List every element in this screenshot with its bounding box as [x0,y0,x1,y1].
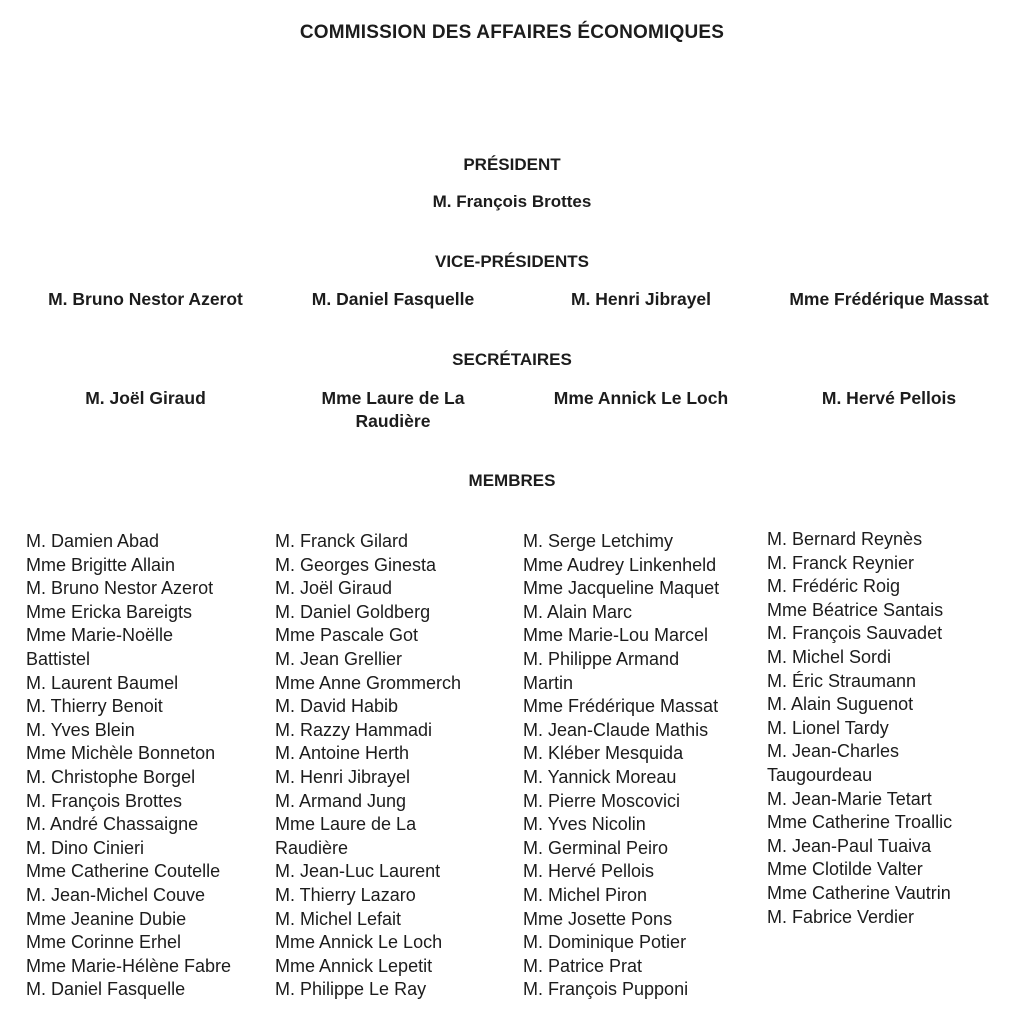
vice-president-name: Mme Frédérique Massat [789,289,989,309]
secretary-name: M. Hervé Pellois [821,388,957,408]
member-name: Mme Josette Pons [523,908,673,929]
member-name: M. Thierry Lazaro [275,884,416,905]
member-name: M. Hervé Pellois [523,861,655,882]
members-column [767,528,1007,1002]
member-name: M. Éric Straumann [767,670,917,691]
member-name: M. André Chassaigne [26,814,199,835]
vice-presidents-heading: VICE-PRÉSIDENTS [435,252,589,271]
member-name: M. Jean-Marie Tetart [767,788,932,809]
member-name: Mme Annick Lepetit [275,955,433,976]
member-name: Mme Jacqueline Maquet [523,578,720,599]
secretary-name: Mme Annick Le Loch [553,388,729,408]
member-name: M. Armand Jung [275,790,407,811]
member-name: Mme Catherine Vautrin [767,882,951,903]
member-name: M. François Sauvadet [767,623,943,644]
member-name: M. David Habib [275,696,399,717]
member-name: M. Thierry Benoit [26,696,163,717]
member-name: M. Germinal Peiro [523,837,669,858]
secretary-name: Mme Laure de La Raudière [321,388,465,431]
member-name: Mme Corinne Erhel [26,932,182,953]
member-name: Taugourdeau [767,764,873,785]
member-name: M. Christophe Borgel [26,766,196,787]
president-name: M. François Brottes [432,192,592,211]
member-name: M. Yves Nicolin [523,814,646,835]
member-name: M. Michel Sordi [767,646,892,667]
member-name: M. Yves Blein [26,719,135,740]
member-name: M. Antoine Herth [275,743,410,764]
member-name: M. Alain Marc [523,601,633,622]
member-name: M. Jean-Charles [767,741,900,762]
member-name: M. Philippe Armand [523,648,680,669]
member-name: Mme Ericka Bareigts [26,601,193,622]
member-name: M. Lionel Tardy [767,717,889,738]
member-name: Mme Anne Grommerch [275,672,462,693]
secretaries-row [22,387,1016,433]
member-name: M. Dino Cinieri [26,837,145,858]
member-name: Mme Marie-Noëlle [26,625,174,646]
member-name: M. Franck Reynier [767,552,915,573]
member-name: M. Dominique Potier [523,932,687,953]
member-name: M. Serge Letchimy [523,531,674,551]
member-name: M. Alain Suguenot [767,694,914,715]
member-name: M. Laurent Baumel [26,672,179,693]
member-name: M. Bernard Reynès [767,529,923,549]
member-name: M. François Brottes [26,790,183,811]
members-column [26,530,275,1002]
vice-president-name: M. Henri Jibrayel [570,289,712,309]
member-name: M. Daniel Goldberg [275,601,431,622]
secretaries-heading: SECRÉTAIRES [452,350,572,369]
member-name: M. Bruno Nestor Azerot [26,578,214,599]
member-name: M. Frédéric Roig [767,576,901,597]
commission-title: COMMISSION DES AFFAIRES ÉCONOMIQUES [299,22,725,43]
member-name: M. Yannick Moreau [523,766,677,787]
member-name: Mme Laure de La [275,814,417,835]
member-name: M. Joël Giraud [275,578,393,599]
vice-president-name: M. Bruno Nestor Azerot [48,289,243,309]
member-name: Mme Clotilde Valter [767,859,923,880]
vice-president-name: M. Daniel Fasquelle [311,289,475,309]
member-name: Mme Béatrice Santais [767,599,944,620]
member-name: Raudière [275,837,349,858]
member-name: Mme Marie-Hélène Fabre [26,955,232,976]
member-name: M. François Pupponi [523,979,689,1000]
member-name: Mme Michèle Bonneton [26,743,216,764]
member-name: Mme Pascale Got [275,625,419,646]
member-name: Mme Catherine Troallic [767,812,953,833]
member-name: M. Razzy Hammadi [275,719,433,740]
member-name: Mme Audrey Linkenheld [523,554,717,575]
member-name: M. Jean-Luc Laurent [275,861,441,882]
member-name: M. Jean-Paul Tuaiva [767,835,932,856]
member-name: M. Pierre Moscovici [523,790,681,811]
president-heading: PRÉSIDENT [463,155,561,174]
members-column [523,530,767,1002]
members-heading: MEMBRES [468,471,556,490]
members-list [26,530,1007,1002]
member-name: M. Michel Lefait [275,908,402,929]
member-name: M. Damien Abad [26,531,160,551]
member-name: M. Jean-Claude Mathis [523,719,709,740]
member-name: Mme Frédérique Massat [523,696,719,717]
vice-presidents-row [22,288,1016,311]
members-column [275,530,523,1002]
member-name: M. Daniel Fasquelle [26,979,186,1000]
member-name: M. Jean Grellier [275,648,403,669]
member-name: M. Michel Piron [523,884,648,905]
member-name: Mme Marie-Lou Marcel [523,625,709,646]
member-name: Battistel [26,648,91,669]
secretary-name: M. Joël Giraud [85,388,206,408]
member-name: M. Philippe Le Ray [275,979,427,1000]
member-name: Mme Annick Le Loch [275,932,443,953]
member-name: M. Franck Gilard [275,531,409,551]
member-name: M. Henri Jibrayel [275,766,411,787]
member-name: M. Patrice Prat [523,955,643,976]
member-name: Mme Jeanine Dubie [26,908,187,929]
member-name: M. Kléber Mesquida [523,743,684,764]
member-name: M. Jean-Michel Couve [26,884,206,905]
member-name: Mme Catherine Coutelle [26,861,221,882]
member-name: M. Fabrice Verdier [767,906,915,927]
member-name: Mme Brigitte Allain [26,554,176,575]
member-name: Martin [523,672,574,693]
member-name: M. Georges Ginesta [275,554,437,575]
